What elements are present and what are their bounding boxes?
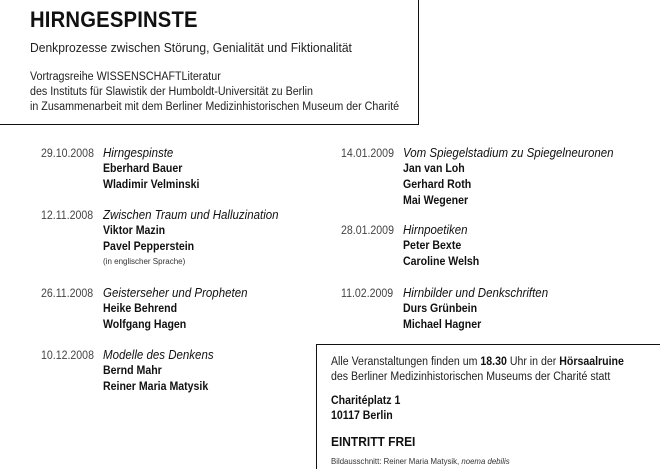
credit-work-title: noema debilis: [461, 456, 510, 466]
event-speaker: Viktor Mazin: [103, 225, 166, 237]
event-entry: [341, 222, 486, 270]
address-street: Charitéplatz 1: [331, 395, 401, 407]
venue-line-1: [331, 355, 624, 370]
event-speaker: Durs Grünbein: [403, 303, 478, 315]
event-speaker: Eberhard Bauer: [103, 163, 183, 175]
event-speaker: Peter Bexte: [403, 240, 462, 252]
venue-name: Hörsaalruine: [559, 356, 624, 368]
event-entry: [341, 145, 632, 209]
event-date: 26.11.2008: [41, 288, 94, 300]
event-speaker: Wladimir Velminski: [103, 179, 200, 191]
info-content: [331, 355, 624, 466]
header-box: [0, 0, 419, 125]
address-city: 10117 Berlin: [331, 410, 393, 422]
event-title: Modelle des Denkens: [103, 348, 214, 362]
event-entry: [341, 285, 561, 333]
event-time: 18.30: [480, 356, 507, 368]
event-entry: [41, 145, 208, 193]
event-title: Hirngespinste: [103, 146, 174, 160]
info-box: [316, 344, 660, 469]
event-title: Geisterseher und Propheten: [103, 286, 248, 300]
event-entry: [41, 207, 294, 268]
event-date: 28.01.2009: [341, 225, 394, 237]
event-date: 11.02.2009: [341, 288, 394, 300]
event-entry: [41, 347, 223, 395]
address: [331, 394, 624, 424]
event-date: 12.11.2008: [41, 210, 94, 222]
event-title: Hirnbilder und Denkschriften: [403, 286, 549, 300]
event-speaker: Heike Behrend: [103, 303, 178, 315]
event-date: 29.10.2008: [41, 148, 94, 160]
event-speaker: Jan van Loh: [403, 163, 465, 175]
event-title: Vom Spiegelstadium zu Spiegelneuronen: [403, 146, 614, 160]
event-note: (in englischer Sprache): [103, 257, 186, 266]
series-line-3: in Zusammenarbeit mit dem Berliner Medizinhistorischen Museum der Charité: [30, 101, 400, 113]
venue-line-2: des Berliner Medizinhistorischen Museums der Charité statt: [331, 371, 611, 383]
event-speaker: Wolfgang Hagen: [103, 319, 187, 331]
event-speaker: Caroline Welsh: [403, 256, 480, 268]
series-description: [30, 70, 399, 115]
event-speaker: Gerhard Roth: [403, 179, 472, 191]
event-title: Hirnpoetiken: [403, 223, 468, 237]
event-title: Zwischen Traum und Halluzination: [103, 208, 279, 222]
event-speaker: Pavel Pepperstein: [103, 241, 195, 253]
event-date: 10.12.2008: [41, 350, 94, 362]
series-line-2: des Instituts für Slawistik der Humboldt-Universität zu Berlin: [30, 86, 313, 98]
series-line-1: Vortragsreihe WISSENSCHAFTLiteratur: [30, 71, 221, 83]
event-speaker: Reiner Maria Matysik: [103, 381, 209, 393]
page-title: HIRNGESPINSTE: [30, 7, 198, 32]
venue-text: Uhr in der: [506, 356, 560, 368]
event-date: 14.01.2009: [341, 148, 394, 160]
event-entry: [41, 285, 260, 333]
admission-notice: EINTRITT FREI: [331, 434, 416, 449]
event-speaker: Mai Wegener: [403, 195, 469, 207]
venue-text: Alle Veranstaltungen finden um: [331, 356, 481, 368]
credit-text: Bildausschnitt: Reiner Maria Matysik,: [331, 456, 462, 466]
page-subtitle: Denkprozesse zwischen Störung, Genialität und Fiktionalität: [30, 40, 352, 55]
event-speaker: Michael Hagner: [403, 319, 482, 331]
event-speaker: Bernd Mahr: [103, 365, 162, 377]
image-credit: [331, 456, 624, 466]
